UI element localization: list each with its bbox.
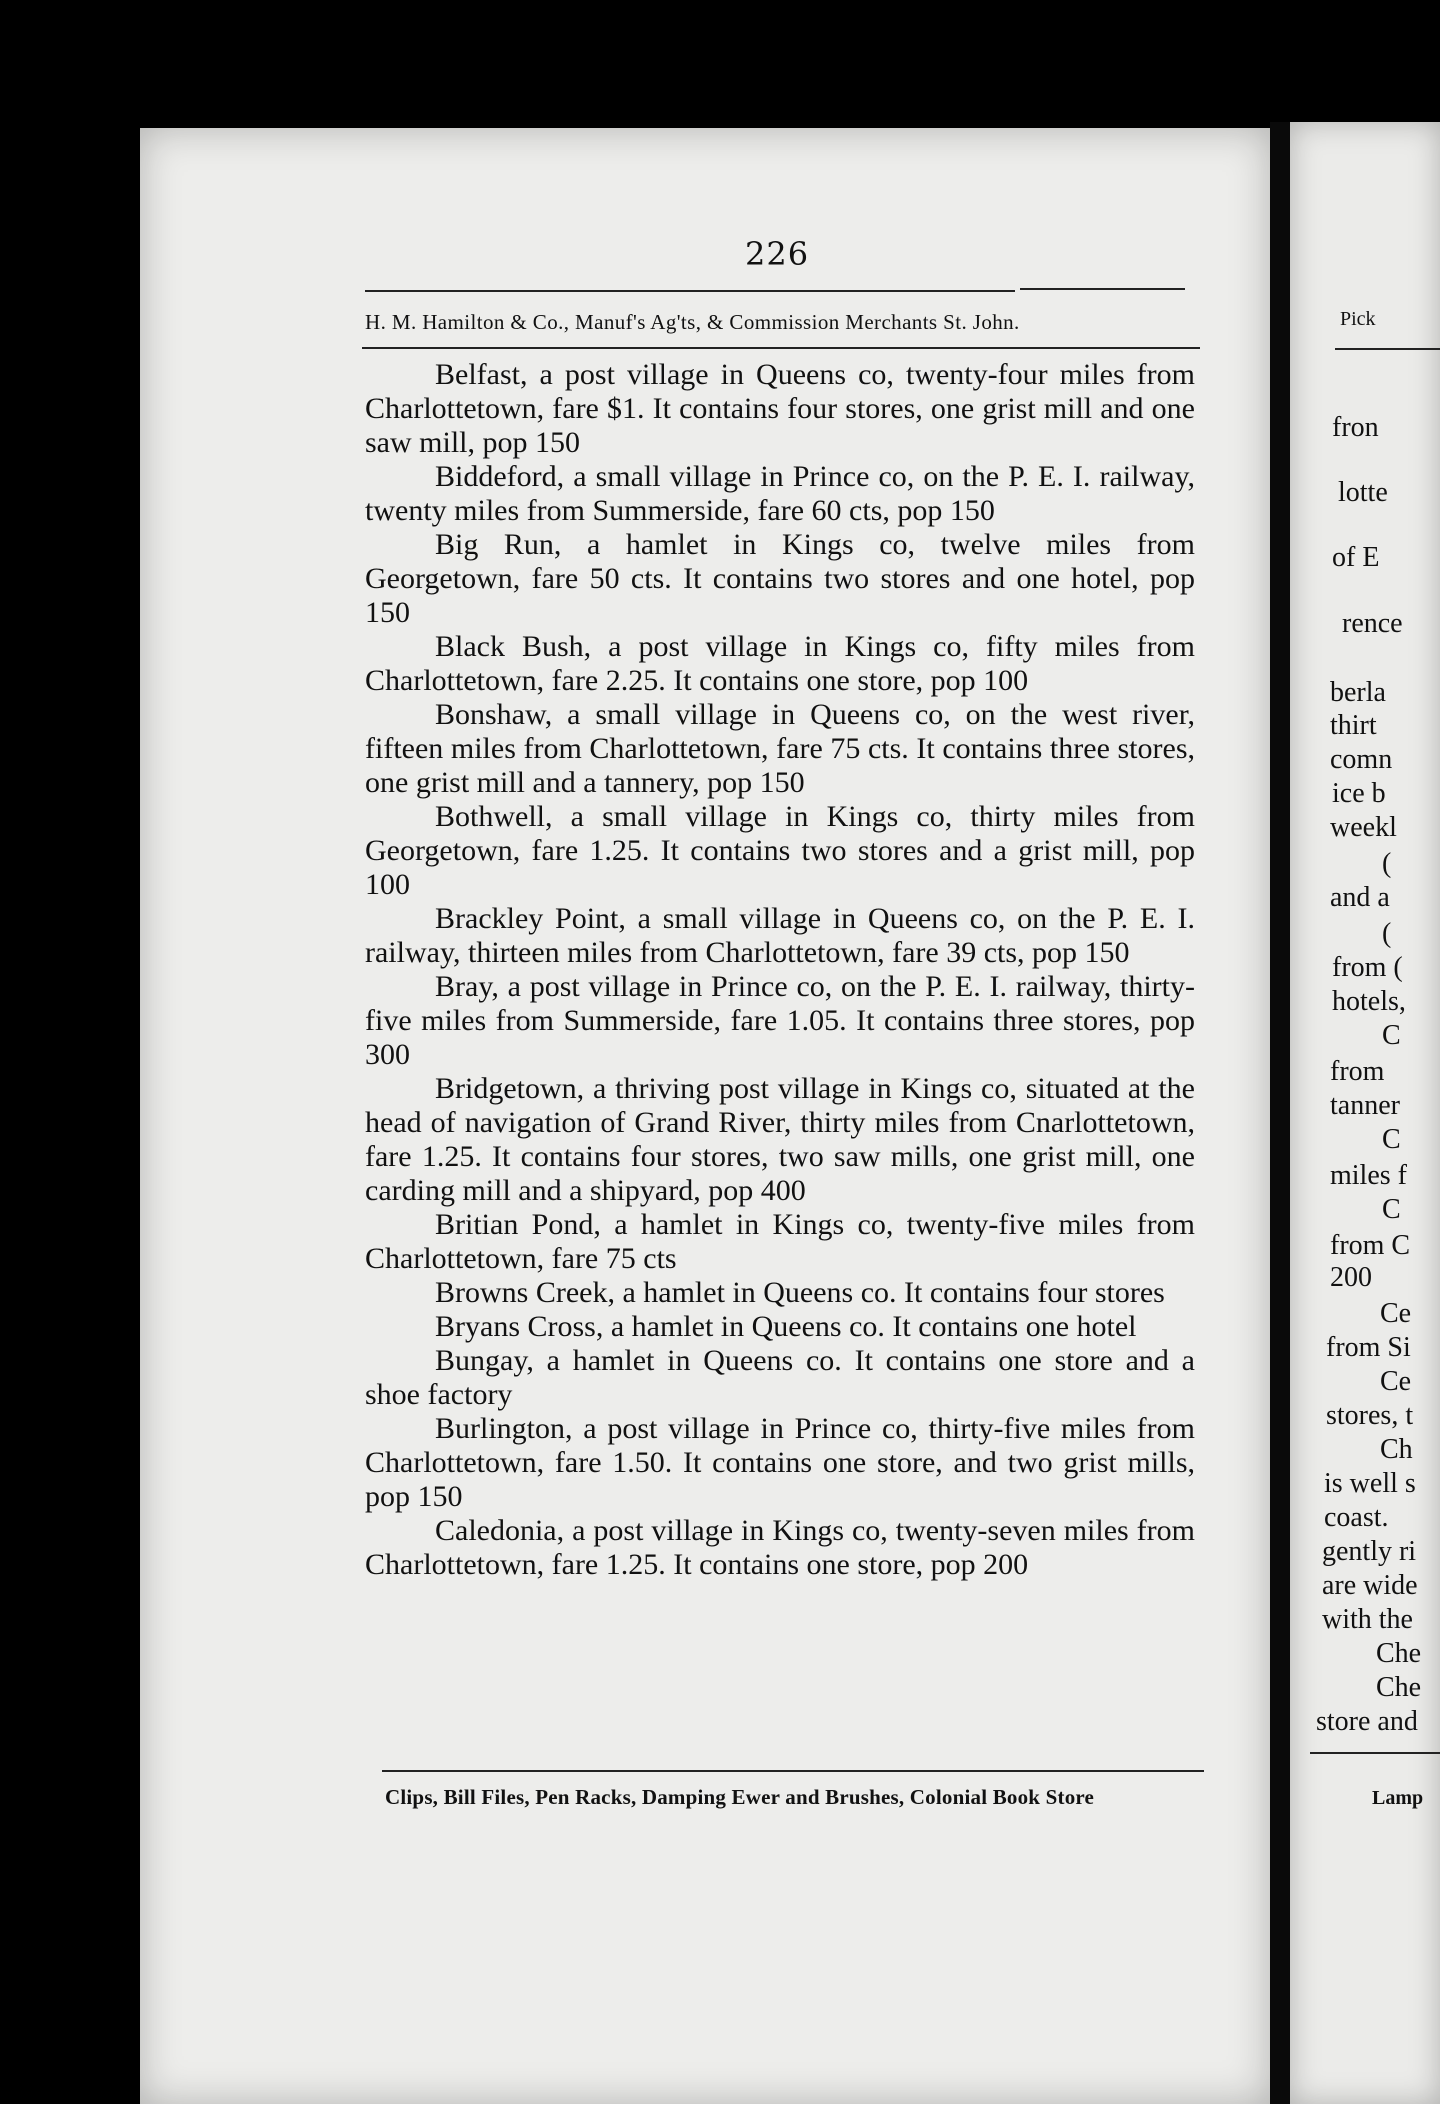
right-line: C xyxy=(1382,1124,1401,1155)
gazetteer-entry: Bungay, a hamlet in Queens co. It contains one store and a shoe factory xyxy=(365,1344,1195,1411)
right-line: Che xyxy=(1376,1672,1422,1703)
header-rule-top-left xyxy=(365,290,1015,292)
right-line: from xyxy=(1330,1056,1385,1087)
right-line: from ( xyxy=(1332,952,1403,983)
book-gutter xyxy=(1270,122,1290,2104)
gazetteer-entry: Black Bush, a post village in Kings co, fifty miles from Charlottetown, fare 2.25. It contains one store, pop 100 xyxy=(365,630,1195,697)
right-line: Che xyxy=(1376,1638,1422,1669)
right-line: ice b xyxy=(1332,778,1386,809)
right-line: and a xyxy=(1330,882,1390,913)
gazetteer-entry: Bryans Cross, a hamlet in Queens co. It contains one hotel xyxy=(435,1310,1137,1343)
gazetteer-entry: Belfast, a post village in Queens co, twenty-four miles from Charlottetown, fare $1. It contains four stores, one grist mill and one saw mill, pop 150 xyxy=(365,358,1195,459)
right-line: tanner xyxy=(1330,1090,1400,1121)
gazetteer-entry: Bray, a post village in Prince co, on the P. E. I. railway, thirty-five miles from Summerside, fare 1.05. It contains three stores, pop 300 xyxy=(365,970,1195,1071)
right-line: store and xyxy=(1316,1706,1418,1737)
gazetteer-entry: Big Run, a hamlet in Kings co, twelve miles from Georgetown, fare 50 cts. It contains two stores and one hotel, pop 150 xyxy=(365,528,1195,629)
page-number: 226 xyxy=(745,235,810,273)
right-line: comn xyxy=(1330,744,1393,775)
right-line: stores, t xyxy=(1326,1400,1414,1431)
right-line: rence xyxy=(1342,608,1403,639)
right-line: Ce xyxy=(1380,1298,1412,1329)
right-line: of E xyxy=(1332,542,1380,573)
right-page-text xyxy=(1290,122,1440,2104)
right-line: weekl xyxy=(1330,812,1397,843)
right-page xyxy=(1290,122,1440,2104)
gazetteer-entries xyxy=(365,358,1195,1582)
running-footer: Clips, Bill Files, Pen Racks, Damping Ewer and Brushes, Colonial Book Store xyxy=(385,1785,1095,1809)
right-line: miles f xyxy=(1330,1160,1407,1191)
right-line: coast. xyxy=(1324,1502,1389,1533)
right-line: C xyxy=(1382,1020,1401,1051)
right-line: Ch xyxy=(1380,1434,1413,1465)
gazetteer-entry: Biddeford, a small village in Prince co, on the P. E. I. railway, twenty miles from Summerside, fare 60 cts, pop 150 xyxy=(365,460,1195,527)
right-line: thirt xyxy=(1330,710,1377,741)
gazetteer-entry: Browns Creek, a hamlet in Queens co. It contains four stores xyxy=(435,1276,1165,1309)
right-line: ( xyxy=(1382,918,1392,949)
right-header-rule xyxy=(1335,348,1440,350)
running-header: H. M. Hamilton & Co., Manuf's Ag'ts, & Commission Merchants St. John. xyxy=(365,310,1020,334)
gazetteer-entry: Caledonia, a post village in Kings co, twenty-seven miles from Charlottetown, fare 1.25. It contains one store, pop 200 xyxy=(365,1514,1195,1581)
gazetteer-entry: Burlington, a post village in Prince co, thirty-five miles from Charlottetown, fare 1.50. It contains one store, and two grist mills, pop 150 xyxy=(365,1412,1195,1513)
header-rule-top-right xyxy=(1020,288,1185,290)
right-line: is well s xyxy=(1324,1468,1416,1499)
gazetteer-entry: Bothwell, a small village in Kings co, thirty miles from Georgetown, fare 1.25. It contains two stores and a grist mill, pop 100 xyxy=(365,800,1195,901)
right-line: with the xyxy=(1322,1604,1413,1635)
gazetteer-entry: Brackley Point, a small village in Queens co, on the P. E. I. railway, thirteen miles from Charlottetown, fare 39 cts, pop 150 xyxy=(365,902,1195,969)
header-rule-bottom xyxy=(362,347,1200,349)
right-page-header: Pick xyxy=(1340,308,1376,330)
right-footer-rule xyxy=(1310,1752,1440,1754)
right-line: gently ri xyxy=(1322,1536,1417,1567)
gazetteer-entry: Bonshaw, a small village in Queens co, on the west river, fifteen miles from Charlottetown, fare 75 cts. It contains three stores, one grist mill and a tannery, pop 150 xyxy=(365,698,1195,799)
right-line: ( xyxy=(1382,848,1392,879)
right-line: fron xyxy=(1332,412,1379,443)
footer-rule xyxy=(382,1770,1204,1772)
gazetteer-entry: Britian Pond, a hamlet in Kings co, twenty-five miles from Charlottetown, fare 75 cts xyxy=(365,1208,1195,1275)
gazetteer-entry: Bridgetown, a thriving post village in Kings co, situated at the head of navigation of Grand River, thirty miles from Cnarlottetown, fare 1.25. It contains four stores, two saw mills, one grist mill, one carding mill and a shipyard, pop 400 xyxy=(365,1072,1195,1207)
right-line: 200 xyxy=(1330,1262,1372,1293)
right-line: Ce xyxy=(1380,1366,1412,1397)
right-line: lotte xyxy=(1338,477,1388,508)
right-line: berla xyxy=(1330,677,1386,708)
right-line: hotels, xyxy=(1332,986,1406,1017)
right-page-footer: Lamp xyxy=(1372,1787,1424,1809)
right-line: are wide xyxy=(1322,1570,1418,1601)
right-line: C xyxy=(1382,1194,1401,1225)
right-line: from Si xyxy=(1326,1332,1411,1363)
right-line: from C xyxy=(1330,1230,1411,1261)
